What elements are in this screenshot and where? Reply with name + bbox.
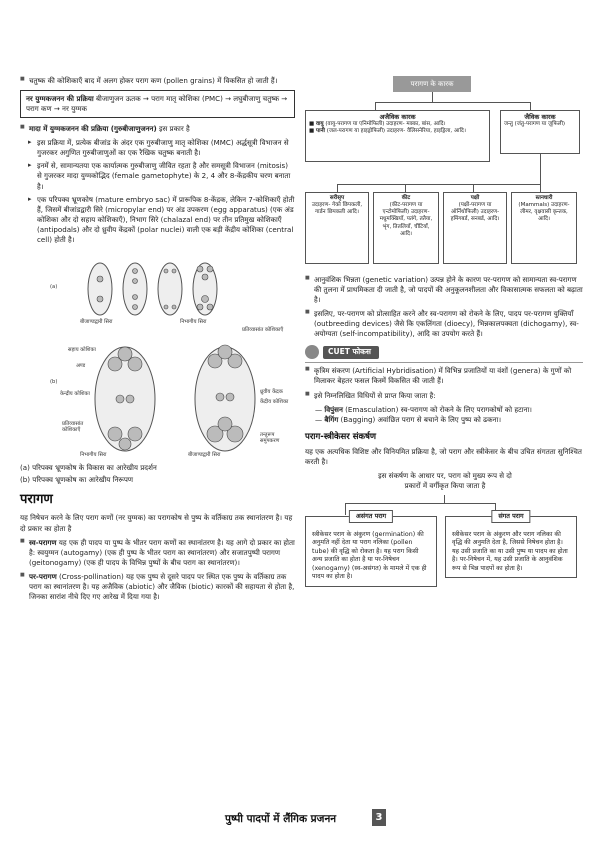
cuet-bullet-hybridisation: ■ कृत्रिम संकरण (Artificial Hybridisation) में विभिन्न प्रजातियों या वंशों (genera) के गुणों को मिलाकर बेहतर फसल किस्में विकसित की जाती हैं। [305,366,583,386]
bullet-genetic-variation: ■ आनुवंशिक भिन्नता (genetic variation) उत्पन्न होने के कारण पर-परागण को सामान्यता स्व-परागण की तुलना में प्राथमिकता दी जाती है, जो पादपों की अनुकूलनशीलता और विकासात्मक सफलता को बढ़ाता है। [305,275,583,305]
cuet-emasculation: — विपुंसन (Emasculation) स्व-परागण को रोकने के लिए परागकोषों को हटाना। [315,404,532,414]
emasculation-title: विपुंसन [324,404,343,414]
embryo-sac-figure [20,249,295,459]
water-label: पानी [315,128,325,135]
cross-pollination-text: (Cross-pollination) यह एक पुष्प से दूसरे पादप पर स्थित एक पुष्प के वर्तिकाग्र तक पराग का स्थानांतरण है। यह अजैविक (abiotic) और जैविक (biotic) कारकों की सहायता से होता है, जिनका सारांश नीचे दिए गए आरेख में दिया गया है। [29,571,295,601]
sub-bullet-mitosis: ▸ इनमें से, सामान्यतया एक कार्यात्मक गुरुबीजाणु जीवित रहता है और समसूत्री विभाजन (mitosis) से गुजरकर मादा युग्मकोद्भिद (female gametophyte) के 2, 4 और 8-केंद्रकीय चरण बनाता है। [28,161,295,191]
box-text: बीजाणुजन ऊतक → पराग मातृ कोशिका (PMC) → लघुबीजाणु चतुष्क → पराग कण → नर युग्मक [26,94,288,114]
pollen-pistil-text: यह एक अत्यधिक विशिष्ट और विनियमित प्रक्रिया है, जो पराग और स्त्रीकेसर के बीच उचित संगतता सुनिश्चित करती है। [305,446,582,466]
reptile-title: सरीसृप [329,195,345,201]
box-title: नर युग्मकजनन की प्रक्रिया [26,94,94,104]
cuet-bagging: — बैगिंग (Bagging) अवांछित पराग से बचाने के लिए पुष्प को ढकना। [315,414,502,424]
micropylar-end-label-bottom: बीजाण्डद्वारी सिरा [188,451,221,458]
wind-text: (वायु-परागण या एनिमोफिली) उदाहरण- मक्का, बांस, आदि। [323,121,446,128]
polar-nuclei-label: ध्रुवीय केंद्रक [260,388,283,395]
biotic-title: जैविक कारक [524,113,556,121]
bird-text: (पक्षी-परागण या ऑर्निथोफिली) उदाहरण- हमिंगबर्ड, सनबर्ड, आदि। [450,202,500,223]
insect-box [373,192,439,264]
bullet-pollen-grains: ■ चतुष्क की कोशिकाएँ बाद में अलग होकर पराग कण (pollen grains) में विकसित हो जाती हैं। [20,76,295,86]
chalazal-end-label: निभागीय सिरा [180,318,207,325]
sub-bullet-embryo-sac: ▸ एक परिपक्व भ्रूणकोष (mature embryo sac) में प्रारूपिक 8-केंद्रक, लेकिन 7-कोशिकाएँ होती हैं, जिसमें बीजांडद्वारी सिरे (micropylar end) पर अंड उपकरण (egg apparatus) (एक अंड कोशिका और दो सहाय कोशिकाएँ), निभाग सिरे (chalazal end) पर तीन प्रतिमुख कोशिकाएँ (antipodals) और दो ध्रुवीय केंद्रकों (polar nuclei) वाली एक बड़ी केंद्रीय कोशिका (central cell) होती है। [28,195,295,245]
female-title-tail: इस प्रकार है [156,124,190,134]
mammal-text: (Mammals) उदाहरण- लीमर, वृक्षवासी कृन्तक, आदि। [518,202,570,223]
water-text: (जल-परागण या हाइड्रोफिली) उदाहरण- वैलिसनेरिया, हाइड्रिला, आदि। [324,128,466,135]
abiotic-title: अजैविक कारक [379,113,416,121]
left-column [20,76,295,606]
abiotic-box [305,110,490,162]
reptile-text: उदाहरण- गेको छिपकली, गार्डन छिपकली आदि। [311,202,363,216]
central-cell-label-left: केन्द्रीय कोशिका [60,390,90,397]
pollination-intro: यह निषेचन करने के लिए पराग कणों (नर युग्मक) का परागकोष से पुष्प के वर्तिकाग्र तक स्थानांतरण है। यह दो प्रकार का होता है [20,513,293,533]
pollination-agents-tree [305,76,583,271]
bullet-female-gametogenesis [20,124,295,134]
animals-item: जन्तु (जंतु-परागण या ज़ूफिली) [504,121,566,128]
reptile-box [305,192,369,264]
self-pollination-text: यह एक ही पादप या पुष्प के भीतर पराग कणों का स्थानांतरण है। यह आगे दो प्रकार का होता है: स्वयुग्मन (autogamy) (एक ही पुष्प के भीतर पराग का स्थानांतरण) और सजातपुष्पी परागण (geitonogamy) (एक ही पादप के विभिन्न पुष्पों के बीच पराग का स्थानांतरण)। [29,537,295,567]
compatible-pollen-box [445,511,577,579]
antipodals-label-bottom: प्रतिव्यासांत कोशिकाएँ [62,420,84,434]
wind-item: ■ वायु (वायु-परागण या एनिमोफिली) उदाहरण- मक्का, बांस, आदि। [309,121,446,128]
filiform-apparatus-label: तन्तुरूप समुपकरण [260,431,280,445]
sub-bullet-mmc: ▸ इस प्रक्रिया में, प्रत्येक बीजांड के अंदर एक गुरुबीजाणु मातृ कोशिका (MMC) अर्द्धसूत्री विभाजन से गुजरकर अगुणित गुरुबीजाणुओं का एक रैखिक चतुष्क बनाती है। [28,138,295,158]
synergid-label: सहाय कोशिका [68,346,96,353]
bullet-outbreeding-devices: ■ इसलिए, पर-परागण को प्रोत्साहित करने और स्व-परागण को रोकने के लिए, पादप पर-परागण युक्तियाँ (outbreeding devices) जैसे कि एकलिंगता (dioecy), भिन्नकालपक्वता (dichogamy), स्व-अयोग्यता (self-incompatibility), आदि का उपयोग करते हैं। [305,309,583,339]
antipodals-label-top: प्रतिव्यासांत कोशिकाएँ [242,326,284,333]
insect-text: (कीट-परागण या एन्टोमोफिली) उदाहरण- मधुमक्खियाँ, पतंगे, ततैया, भृंग, तितलियाँ, चींटियाँ, आदि। [379,202,433,237]
insect-title: कीट [401,195,411,201]
compatible-pollen-text: स्त्रीकेसर पराग के अंकुरण और पराग नलिका की वृद्धि की अनुमति देता है, जिससे निषेचन होता है। यह उसी प्रजाति का या उसी पुष्प या पादप का होता है। पर-निषेचन में, यह उसी प्रजाति के आनुवंशिक रूप से भिन्न पादपों का होता है। [452,530,568,572]
cuet-bullet-methods: ■ इसे निम्नलिखित विधियों से प्राप्त किया जाता है: [305,391,583,401]
micropylar-end-label: बीजाण्डद्वारी सिरा [80,318,113,325]
incompatible-pollen-box [305,511,437,587]
footer-title: पुष्पी पादपों में लैंगिक प्रजनन [225,813,337,825]
page-number: 3 [372,809,386,826]
central-cell-label-right: केंद्रीय कोशिका [260,398,289,405]
label-b: (b) [50,378,58,385]
incompatible-pollen-title: असंगत पराग [349,510,393,523]
caption-a: (a) परिपक्व भ्रूणकोष के विकास का आरेखीय प्रदर्शन [20,462,157,472]
label-a: (a) [50,283,58,290]
water-item: ■ पानी (जल-परागण या हाइड्रोफिली) उदाहरण- वैलिसनेरिया, हाइड्रिला, आदि। [309,128,466,135]
gear-icon [305,345,319,359]
emasculation-text: (Emasculation) स्व-परागण को रोकने के लिए परागकोषों को हटाना। [342,404,532,414]
biotic-box [500,110,580,154]
female-title: मादा में युग्मकजनन की प्रक्रिया (गुरुबीजाणुजनन) [29,124,157,134]
bagging-title: बैगिंग [324,414,339,424]
pollen-pistil-heading: पराग-स्त्रीकेसर संकर्षण [305,431,377,442]
right-column [305,76,583,671]
pollen-types-diagram [305,471,583,671]
bullet-cross-pollination [20,572,295,602]
compatible-pollen-title: संगत पराग [491,510,530,523]
male-gametogenesis-box [20,90,295,118]
mammal-title: स्तनधारी [535,195,553,201]
tree-root: परागण के कारक [393,76,471,92]
cuet-focus-box [305,362,583,424]
bagging-text: (Bagging) अवांछित पराग से बचाने के लिए पुष्प को ढकना। [338,414,502,424]
incompatible-pollen-text: स्त्रीकेसर पराग के अंकुरण (germination) की अनुमति नहीं देता या पराग नलिका (pollen tube) की वृद्धि को रोकता है। यह पराग किसी अन्य प्रजाति का होता है या पर-निषेचन (xenogamy) (स्व-असंगत) के मामले में एक ही पादप का होता है। [312,530,427,581]
pollen-types-lead: इस संकर्षण के आधार पर, पराग को मुख्य रूप से दो प्रकारों में वर्गीकृत किया जाता है [378,470,512,490]
wind-label: वायु [315,121,324,128]
bullet-self-pollination [20,538,295,568]
bird-title: पक्षी [470,195,480,201]
cuet-focus-header [305,345,583,359]
bird-box [443,192,507,264]
pollination-heading: परागण [20,492,53,507]
cross-pollination-title: पर-परागण [29,571,57,581]
mammal-box [511,192,577,264]
self-pollination-title: स्व-परागण [29,537,57,547]
caption-b: (b) परिपक्व भ्रूणकोष का आरेखीय निरूपण [20,474,134,484]
cuet-focus-label: CUET फोकस [323,346,379,359]
egg-label: अण्ड [76,362,86,369]
chalazal-end-label-bottom: निभागीय सिरा [80,451,107,458]
